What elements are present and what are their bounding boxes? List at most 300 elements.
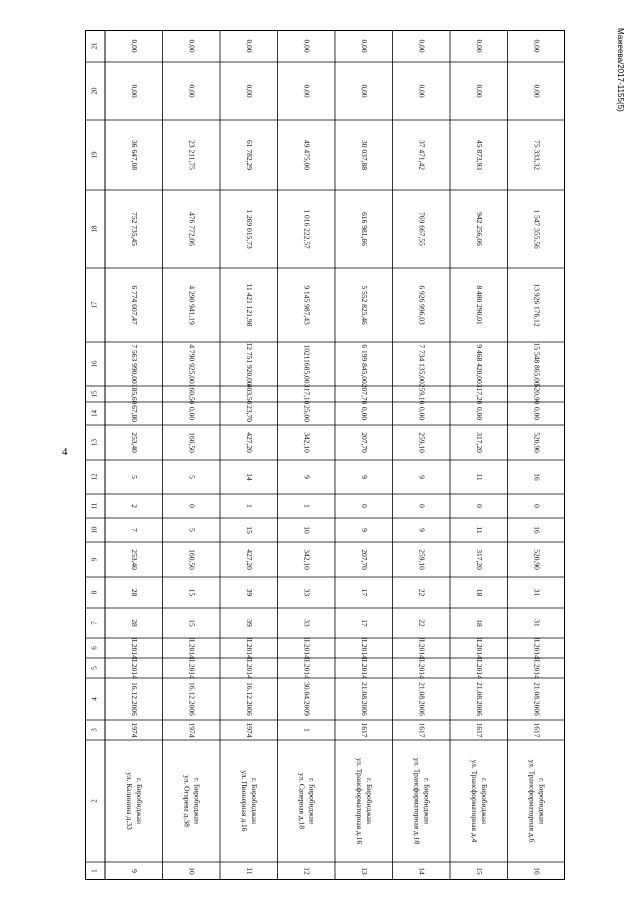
table-cell	[475, 84, 484, 97]
cell-value: 11	[475, 473, 485, 481]
cell-value: 160,50	[187, 383, 197, 405]
cell-value: 12 751 920,00	[245, 342, 255, 386]
table-cell	[528, 760, 547, 843]
cell-value: 1 269 015,73	[245, 209, 255, 249]
cell-value: 5	[187, 528, 197, 532]
table-cell	[130, 619, 139, 627]
cell-value: 1617	[417, 722, 427, 738]
table-cell	[188, 657, 197, 679]
table-cell	[245, 637, 254, 659]
cell-value: 11 421 121,98	[245, 283, 255, 327]
table-cell	[188, 682, 197, 716]
table-cell	[475, 589, 484, 597]
table-cell	[475, 432, 484, 453]
table-cell	[303, 384, 312, 405]
cell-value: II.2014	[245, 637, 255, 659]
cell-value: 16.12.2006	[130, 682, 140, 716]
table-cell	[360, 432, 369, 453]
table-cell	[418, 682, 427, 716]
table-cell	[188, 619, 197, 627]
table-cell	[130, 682, 139, 716]
table-cell	[418, 432, 427, 453]
table-cell	[303, 39, 312, 52]
table-cell	[418, 212, 427, 246]
column-number: 21	[90, 42, 99, 50]
table-cell	[303, 285, 312, 325]
table-cell	[188, 504, 197, 508]
cell-value: 4 290 941,19	[187, 285, 197, 325]
table-cell	[418, 723, 427, 738]
column-number: 10	[90, 526, 99, 534]
cell-value: 9	[302, 475, 312, 479]
cell-value: 21.08.2006	[360, 682, 370, 716]
cell-value: 7 734 135,00	[417, 344, 427, 384]
table-cell	[245, 342, 254, 385]
cell-value: 5	[187, 475, 197, 479]
table-cell	[188, 407, 197, 420]
address-line: ул. Огарева д.38	[182, 775, 192, 827]
table-cell	[475, 723, 484, 738]
cell-value: 207,70	[360, 432, 370, 453]
table-cell	[188, 589, 197, 597]
cell-value: 0,00	[532, 406, 542, 421]
cell-value: 0,00	[417, 406, 427, 421]
cell-value: II.2014	[187, 657, 197, 679]
address-line: г. Биробиджан	[307, 778, 317, 824]
table-cell	[475, 504, 484, 508]
cell-value: 1	[302, 728, 312, 732]
column-number: 17	[90, 301, 99, 309]
table-cell	[125, 772, 144, 830]
table-cell	[418, 39, 427, 52]
column-number: 9	[90, 557, 99, 562]
cell-value: II.2014	[302, 657, 312, 679]
cell-value: 31	[532, 619, 542, 627]
cell-value: 25,00	[302, 405, 312, 422]
table-cell	[245, 723, 254, 738]
table-cell	[245, 549, 254, 570]
table-cell	[533, 84, 542, 97]
cell-value: 49 475,00	[302, 140, 312, 170]
column-number: 20	[90, 87, 99, 95]
column-number: 6	[90, 646, 99, 650]
cell-value: 6 926 996,03	[417, 285, 427, 325]
cell-value: 207,70	[360, 549, 370, 570]
address-line: ул. Пионерная д.16	[240, 770, 250, 832]
address-line: ул. Трансформаторная д.18	[412, 757, 422, 845]
table-cell	[188, 475, 197, 479]
cell-value: 0,00	[302, 39, 312, 53]
cell-value: 10	[187, 867, 197, 875]
cell-value: 427,20	[245, 432, 255, 453]
table-cell	[418, 344, 427, 384]
cell-value: 28	[130, 588, 140, 597]
table-cell	[475, 285, 484, 325]
table-cell	[475, 407, 484, 420]
cell-value: 259,10	[417, 432, 427, 453]
table-cell	[188, 723, 197, 738]
cell-value: 259,10	[417, 549, 427, 570]
table-cell	[245, 682, 254, 716]
cell-value: 0	[475, 504, 485, 508]
cell-value: 33	[302, 588, 312, 597]
cell-value: 1974	[130, 722, 140, 738]
table-cell	[188, 39, 197, 52]
cell-value: 403,50	[245, 383, 255, 405]
table-cell	[418, 867, 427, 875]
table-cell	[418, 657, 427, 679]
table-cell	[418, 384, 427, 405]
column-number: 8	[90, 590, 99, 595]
cell-value: 39	[245, 619, 255, 627]
cell-value: 30 037,88	[360, 140, 370, 170]
table-cell	[418, 589, 427, 597]
table-cell	[130, 528, 139, 532]
column-number: 4	[90, 697, 99, 701]
table-cell	[130, 212, 139, 246]
table-cell	[303, 140, 312, 170]
column-number: 12	[90, 473, 99, 481]
column-number: 2	[90, 799, 99, 803]
cell-value: 616 981,66	[360, 212, 370, 246]
table-cell	[188, 84, 197, 97]
cell-value: 12	[302, 867, 312, 875]
cell-value: 0,00	[360, 84, 370, 98]
table-cell	[360, 285, 369, 325]
cell-value: 0,00	[360, 406, 370, 421]
table-cell	[303, 867, 312, 875]
table-cell	[188, 285, 197, 325]
cell-value: 11	[475, 526, 485, 534]
table-cell	[360, 619, 369, 627]
document-side-note: Мажеева/2017-1155(5)	[616, 28, 625, 112]
table-cell	[245, 284, 254, 327]
cell-value: 0,00	[475, 39, 485, 53]
address-line: ул. Трансформаторная д.4	[470, 759, 480, 843]
address-line: г. Биробиджан	[250, 778, 260, 824]
cell-value: II.2014	[532, 657, 542, 679]
column-number: 5	[90, 666, 99, 670]
table-cell	[360, 407, 369, 420]
cell-value: 942 256,06	[475, 212, 485, 246]
table-cell	[130, 504, 139, 508]
cell-value: 17	[360, 588, 370, 597]
table-cell	[533, 407, 542, 420]
cell-value: 0,00	[187, 39, 197, 53]
cell-value: 0	[532, 504, 542, 508]
table-cell	[533, 140, 542, 170]
cell-value: II.2014	[475, 637, 485, 659]
table-cell	[418, 637, 427, 659]
table-cell	[533, 342, 542, 385]
cell-value: 0	[417, 504, 427, 508]
table-cell	[245, 39, 254, 52]
table-cell	[245, 384, 254, 405]
table-cell	[360, 637, 369, 659]
cell-value: 0,00	[475, 406, 485, 421]
cell-value: 13 926 176,12	[532, 283, 542, 327]
table-cell	[360, 867, 369, 875]
table-cell	[188, 140, 197, 170]
table-cell	[475, 637, 484, 659]
cell-value: 9	[130, 869, 140, 873]
cell-value: 7 563 990,00	[130, 344, 140, 384]
column-number: 7	[90, 621, 99, 625]
table-cell	[130, 657, 139, 679]
column-number: 19	[90, 151, 99, 159]
cell-value: 9	[417, 528, 427, 532]
address-line: г. Биробиджан	[135, 778, 145, 824]
table-cell	[533, 657, 542, 679]
address-line: г. Биробиджан	[192, 778, 202, 824]
cell-value: 13	[360, 867, 370, 875]
table-cell	[130, 869, 139, 873]
cell-value: 520,90	[532, 549, 542, 570]
cell-value: 15 548 865,00	[532, 342, 542, 386]
cell-value: 0	[187, 504, 197, 508]
cell-value: 342,10	[302, 549, 312, 570]
table-cell	[475, 473, 484, 480]
cell-value: 67,80	[130, 405, 140, 422]
cell-value: 1617	[475, 722, 485, 738]
cell-value: 185,60	[130, 383, 140, 405]
table-cell	[245, 657, 254, 679]
table-cell	[475, 657, 484, 679]
cell-value: 61 782,29	[245, 140, 255, 170]
cell-value: 36 647,08	[130, 140, 140, 170]
table-cell	[240, 770, 259, 831]
address-line: г. Биробиджан	[422, 778, 432, 824]
cell-value: 9	[360, 475, 370, 479]
cell-value: 11	[245, 867, 255, 875]
cell-value: 520,90	[532, 383, 542, 405]
table-cell	[303, 549, 312, 570]
cell-value: 0,00	[360, 39, 370, 53]
cell-value: 14	[245, 473, 255, 481]
cell-value: 39	[245, 588, 255, 597]
table-cell	[475, 867, 484, 875]
table-cell	[130, 637, 139, 659]
table-cell	[245, 526, 254, 534]
table-cell	[188, 549, 197, 570]
table-cell	[188, 637, 197, 659]
cell-value: 1	[302, 504, 312, 508]
cell-value: 17	[360, 619, 370, 627]
cell-value: 0,00	[130, 39, 140, 53]
table-cell	[533, 39, 542, 52]
cell-value: II.2014	[187, 637, 197, 659]
table-cell	[245, 504, 254, 508]
cell-value: 207,70	[360, 383, 370, 405]
cell-value: 259,10	[417, 383, 427, 405]
table-cell	[188, 384, 197, 405]
table-cell	[360, 549, 369, 570]
cell-value: 15	[187, 588, 197, 597]
cell-value: 18	[475, 619, 485, 627]
table-cell	[303, 475, 312, 479]
cell-value: 317,20	[475, 432, 485, 453]
cell-value: 317,20	[475, 383, 485, 405]
cell-value: 8 480 290,01	[475, 285, 485, 325]
cell-value: 0,00	[187, 84, 197, 98]
cell-value: 317,10	[302, 383, 312, 405]
table-cell	[475, 619, 484, 627]
table-cell	[418, 528, 427, 532]
table-cell	[303, 344, 312, 383]
cell-value: 0,00	[532, 39, 542, 53]
table-cell	[360, 528, 369, 532]
cell-value: 0,00	[475, 84, 485, 98]
cell-value: 45 873,93	[475, 140, 485, 170]
table-cell	[130, 384, 139, 405]
cell-value: 23 211,75	[187, 140, 197, 170]
cell-value: 23,70	[245, 405, 255, 422]
column-number: 3	[90, 728, 99, 732]
table-cell	[475, 384, 484, 405]
table-cell	[130, 285, 139, 325]
cell-value: 160,50	[187, 432, 197, 453]
cell-value: 160,50	[187, 549, 197, 570]
table-cell	[245, 619, 254, 627]
table-cell	[303, 432, 312, 453]
column-number: 11	[90, 502, 99, 510]
cell-value: 37 471,42	[417, 140, 427, 170]
table-cell	[303, 682, 312, 716]
table-cell	[533, 504, 542, 508]
cell-value: II.2014	[532, 637, 542, 659]
table-cell	[245, 473, 254, 481]
cell-value: 0,00	[302, 84, 312, 98]
cell-value: 253,40	[130, 549, 140, 570]
cell-value: 16.12.2006	[187, 682, 197, 716]
table-cell	[475, 344, 484, 384]
column-number: 13	[90, 439, 99, 446]
table-cell	[533, 589, 542, 597]
cell-value: 0,00	[417, 84, 427, 98]
cell-value: 21.08.2006	[417, 682, 427, 716]
table-cell	[418, 504, 427, 508]
table-cell	[245, 140, 254, 170]
cell-value: 21.08.2006	[475, 682, 485, 716]
table-cell	[245, 209, 254, 249]
cell-value: 317,20	[475, 549, 485, 570]
cell-value: 769 667,55	[417, 212, 427, 246]
cell-value: 7	[130, 528, 140, 532]
cell-value: 2	[130, 504, 140, 508]
cell-value: 342,10	[302, 432, 312, 453]
table-cell	[303, 504, 312, 508]
table-cell	[470, 760, 489, 843]
table-cell	[533, 384, 542, 405]
table-cell	[360, 657, 369, 679]
cell-value: 18	[475, 588, 485, 597]
column-number: 18	[90, 225, 99, 233]
cell-value: 16.12.2006	[245, 682, 255, 716]
table-cell	[130, 39, 139, 52]
cell-value: II.2014	[417, 657, 427, 679]
table-cell	[130, 405, 139, 422]
table-cell	[418, 140, 427, 170]
page-number: 4	[62, 446, 68, 458]
cell-value: 9	[417, 475, 427, 479]
column-number: 16	[90, 360, 99, 368]
cell-value: 1 547 355,56	[532, 209, 542, 249]
table-cell	[360, 344, 369, 384]
table-cell	[418, 407, 427, 420]
table-cell	[183, 775, 202, 827]
table-cell	[418, 619, 427, 627]
cell-value: 16	[532, 526, 542, 534]
table-cell	[418, 285, 427, 325]
address-line: г. Биробиджан	[365, 778, 375, 824]
table-cell	[475, 682, 484, 716]
table-cell	[188, 528, 197, 532]
table-cell	[533, 619, 542, 627]
table-cell	[475, 549, 484, 570]
table-cell	[303, 405, 312, 422]
cell-value: 15	[187, 619, 197, 627]
table-cell	[360, 682, 369, 716]
table-cell	[360, 140, 369, 170]
cell-value: 75 333,32	[532, 140, 542, 170]
cell-value: 1	[245, 504, 255, 508]
cell-value: 1974	[245, 722, 255, 738]
cell-value: 16	[532, 867, 542, 875]
cell-value: 5 552 825,46	[360, 285, 370, 325]
table-cell	[533, 682, 542, 716]
table-cell	[418, 475, 427, 479]
cell-value: 0,00	[245, 39, 255, 53]
cell-value: 0,00	[532, 84, 542, 98]
address-line: ул. Трансформаторная д.16	[355, 757, 365, 845]
table-cell	[245, 432, 254, 453]
table-cell	[130, 589, 139, 597]
cell-value: 520,90	[532, 432, 542, 453]
table-cell	[533, 209, 542, 249]
cell-value: 476 772,06	[187, 212, 197, 246]
cell-value: 0	[360, 504, 370, 508]
table-cell	[303, 619, 312, 627]
cell-value: II.2014	[475, 657, 485, 679]
table-cell	[533, 473, 542, 481]
table-cell	[418, 549, 427, 570]
table-cell	[130, 84, 139, 97]
cell-value: 9 145 987,43	[302, 285, 312, 325]
cell-value: 1617	[532, 722, 542, 738]
address-line: г. Биробиджан	[537, 778, 547, 824]
table-cell	[130, 475, 139, 479]
cell-value: II.2014	[360, 657, 370, 679]
cell-value: 21.08.2006	[532, 682, 542, 716]
table-grid	[85, 30, 565, 880]
table-cell	[188, 212, 197, 246]
table-cell	[533, 549, 542, 570]
table-cell	[360, 589, 369, 597]
cell-value: II.2014	[245, 657, 255, 679]
cell-value: II.2014	[130, 637, 140, 659]
cell-value: 0,00	[130, 84, 140, 98]
table-cell	[188, 432, 197, 453]
table-cell	[475, 212, 484, 246]
cell-value: II.2014	[130, 657, 140, 679]
address-line: ул. Саперная д.18	[297, 772, 307, 830]
cell-value: 1 016 222,57	[302, 209, 312, 249]
table-cell	[303, 209, 312, 249]
table-cell	[303, 728, 312, 732]
table-cell	[360, 84, 369, 97]
table-cell	[360, 723, 369, 738]
column-number: 14	[90, 410, 99, 417]
